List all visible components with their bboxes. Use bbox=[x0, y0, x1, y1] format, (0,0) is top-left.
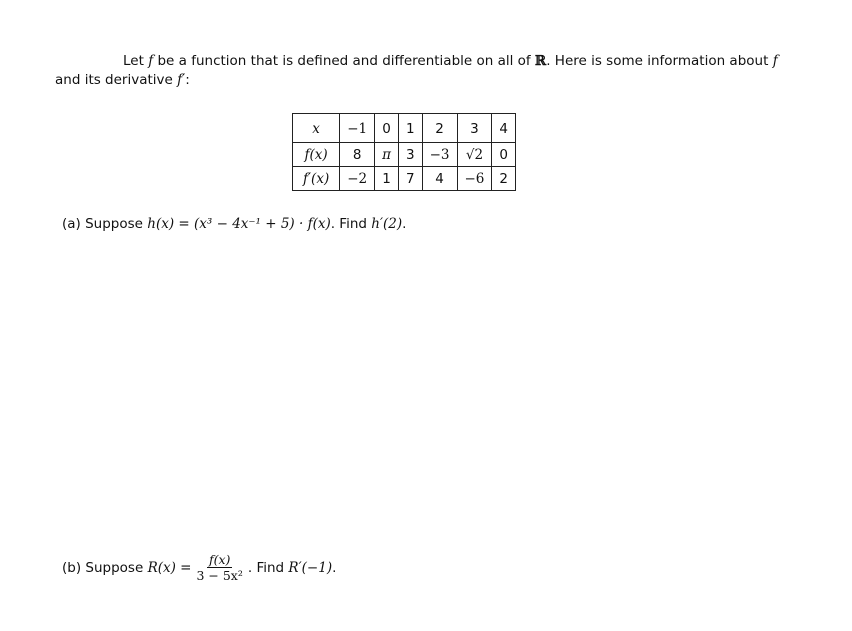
fprime-value-cell: 2 bbox=[492, 167, 516, 191]
fraction-denominator: 3 − 5x² bbox=[196, 568, 243, 583]
part-a-period: . bbox=[402, 216, 407, 232]
x-value-cell: −1 bbox=[340, 114, 375, 143]
intro-middle-text: be a function that is defined and differentiable on all of bbox=[157, 53, 531, 69]
x-value-cell: 3 bbox=[457, 114, 492, 143]
row-label-x: x bbox=[293, 114, 340, 143]
x-value-cell: 1 bbox=[399, 114, 423, 143]
fprime-value-cell: 7 bbox=[399, 167, 423, 191]
intro-colon: : bbox=[185, 72, 190, 88]
reals-symbol: ℝ bbox=[534, 53, 547, 69]
intro-fprime-symbol: f′ bbox=[177, 72, 186, 88]
part-b-find: . Find bbox=[247, 559, 285, 576]
x-value-cell: 0 bbox=[375, 114, 399, 143]
fprime-value-cell: 1 bbox=[375, 167, 399, 191]
intro-f-symbol-2: f bbox=[772, 53, 778, 69]
fprime-value-cell: −6 bbox=[457, 167, 492, 191]
intro-info-text: . Here is some information about bbox=[546, 53, 769, 69]
part-a-question bbox=[62, 216, 406, 232]
table-row-f bbox=[293, 143, 516, 167]
part-a-find: . Find bbox=[330, 216, 367, 232]
equals-sign: = bbox=[178, 216, 190, 232]
equals-sign: = bbox=[180, 559, 192, 576]
f-value-cell: 8 bbox=[340, 143, 375, 167]
intro-f-symbol: f bbox=[148, 53, 154, 69]
fprime-value-cell: −2 bbox=[340, 167, 375, 191]
part-b-lhs: R(x) bbox=[147, 559, 176, 576]
f-value-cell: 0 bbox=[492, 143, 516, 167]
f-value-cell: 3 bbox=[399, 143, 423, 167]
intro-let: Let bbox=[123, 53, 144, 69]
intro-line-2 bbox=[55, 71, 775, 90]
part-a-label: (a) Suppose bbox=[62, 216, 143, 232]
table-row-fprime bbox=[293, 167, 516, 191]
part-a-lhs: h(x) bbox=[147, 216, 175, 232]
part-a-expression: (x³ − 4x⁻¹ + 5) · f(x) bbox=[194, 216, 331, 232]
table-row-x bbox=[293, 114, 516, 143]
part-b-question bbox=[62, 552, 336, 583]
part-b-target: R′(−1) bbox=[288, 559, 333, 576]
function-values-table bbox=[292, 113, 516, 191]
intro-derivative-text: and its derivative bbox=[55, 72, 173, 88]
intro-line-1 bbox=[55, 52, 778, 71]
part-b-label: (b) Suppose bbox=[62, 559, 144, 576]
fprime-value-cell: 4 bbox=[422, 167, 457, 191]
f-value-cell: π bbox=[375, 143, 399, 167]
x-value-cell: 2 bbox=[422, 114, 457, 143]
part-a-target: h′(2) bbox=[371, 216, 403, 232]
f-value-cell: √2 bbox=[457, 143, 492, 167]
row-label-f: f(x) bbox=[293, 143, 340, 167]
part-b-fraction bbox=[194, 552, 244, 583]
row-label-fprime: f′(x) bbox=[293, 167, 340, 191]
x-value-cell: 4 bbox=[492, 114, 516, 143]
fraction-numerator: f(x) bbox=[208, 552, 231, 567]
part-b-period: . bbox=[332, 559, 337, 576]
problem-intro bbox=[55, 52, 778, 90]
f-value-cell: −3 bbox=[422, 143, 457, 167]
